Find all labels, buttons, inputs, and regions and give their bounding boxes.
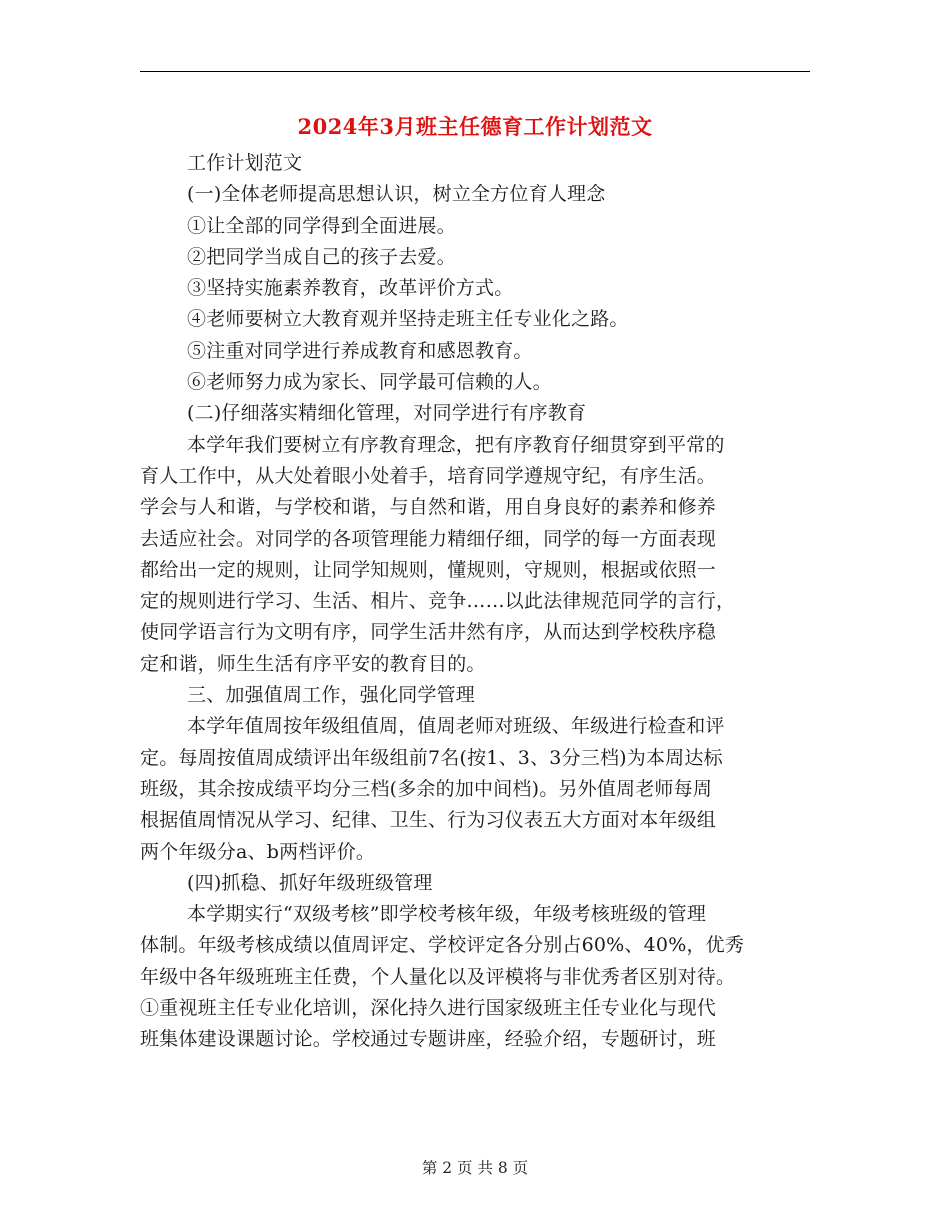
paragraph-line: 本学期实行“双级考核”即学校考核年级，年级考核班级的管理 <box>187 903 707 926</box>
paragraph-line: 体制。年级考核成绩以值周评定、学校评定各分别占60%、40%，优秀 <box>140 934 745 957</box>
paragraph-line: 班级，其余按成绩平均分三档(多余的加中间档)。另外值周老师每周 <box>140 777 713 800</box>
paragraph-line: 去适应社会。对同学的各项管理能力精细仔细，同学的每一方面表现 <box>140 527 717 550</box>
list-item: ④老师要树立大教育观并坚持走班主任专业化之路。 <box>187 308 629 331</box>
paragraph-line: 根据值周情况从学习、纪律、卫生、行为习仪表五大方面对本年级组 <box>140 809 717 832</box>
list-item: ③坚持实施素养教育，改革评价方式。 <box>187 277 514 300</box>
paragraph-line: 本学年值周按年级组值周，值周老师对班级、年级进行检查和评 <box>187 715 725 738</box>
paragraph-line: ①重视班主任专业化培训，深化持久进行国家级班主任专业化与现代 <box>140 997 717 1020</box>
paragraph-line: 定的规则进行学习、生活、相片、竞争……以此法律规范同学的言行， <box>140 590 736 613</box>
paragraph-line: 定和谐，师生生活有序平安的教育目的。 <box>140 652 486 675</box>
paragraph-line: 都给出一定的规则，让同学知规则，懂规则，守规则，根据或依照一 <box>140 558 717 581</box>
list-item: ⑤注重对同学进行养成教育和感恩教育。 <box>187 339 533 362</box>
list-item: ②把同学当成自己的孩子去爱。 <box>187 245 456 268</box>
text-line: 工作计划范文 <box>187 152 303 174</box>
page-number: 第 2 页 共 8 页 <box>421 1159 529 1177</box>
section-heading: 三、加强值周工作，强化同学管理 <box>187 684 476 707</box>
paragraph-line: 年级中各年级班班主任费，个人量化以及评模将与非优秀者区别对待。 <box>140 965 736 988</box>
list-item: ①让全部的同学得到全面进展。 <box>187 214 456 237</box>
paragraph-line: 本学年我们要树立有序教育理念，把有序教育仔细贯穿到平常的 <box>187 433 725 456</box>
paragraph-line: 两个年级分a、b两档评价。 <box>140 840 376 863</box>
document-body <box>140 148 810 1056</box>
document-title: 2024年3月班主任德育工作计划范文 <box>297 114 653 139</box>
paragraph-line: 班集体建设课题讨论。学校通过专题讲座，经验介绍，专题研讨，班 <box>140 1028 717 1051</box>
section-heading: (四)抓稳、抓好年级班级管理 <box>187 871 433 894</box>
section-heading: (二)仔细落实精细化管理，对同学进行有序教育 <box>187 402 587 425</box>
paragraph-line: 使同学语言行为文明有序，同学生活井然有序，从而达到学校秩序稳 <box>140 621 717 644</box>
header-rule <box>140 71 810 72</box>
paragraph-line: 育人工作中，从大处着眼小处着手，培育同学遵规守纪，有序生活。 <box>140 464 717 487</box>
paragraph-line: 学会与人和谐，与学校和谐，与自然和谐，用自身良好的素养和修养 <box>140 496 717 519</box>
list-item: ⑥老师努力成为家长、同学最可信赖的人。 <box>187 371 552 394</box>
paragraph-line: 定。每周按值周成绩评出年级组前7名(按1、3、3分三档)为本周达标 <box>140 746 723 769</box>
section-heading: (一)全体老师提高思想认识，树立全方位育人理念 <box>187 183 606 206</box>
